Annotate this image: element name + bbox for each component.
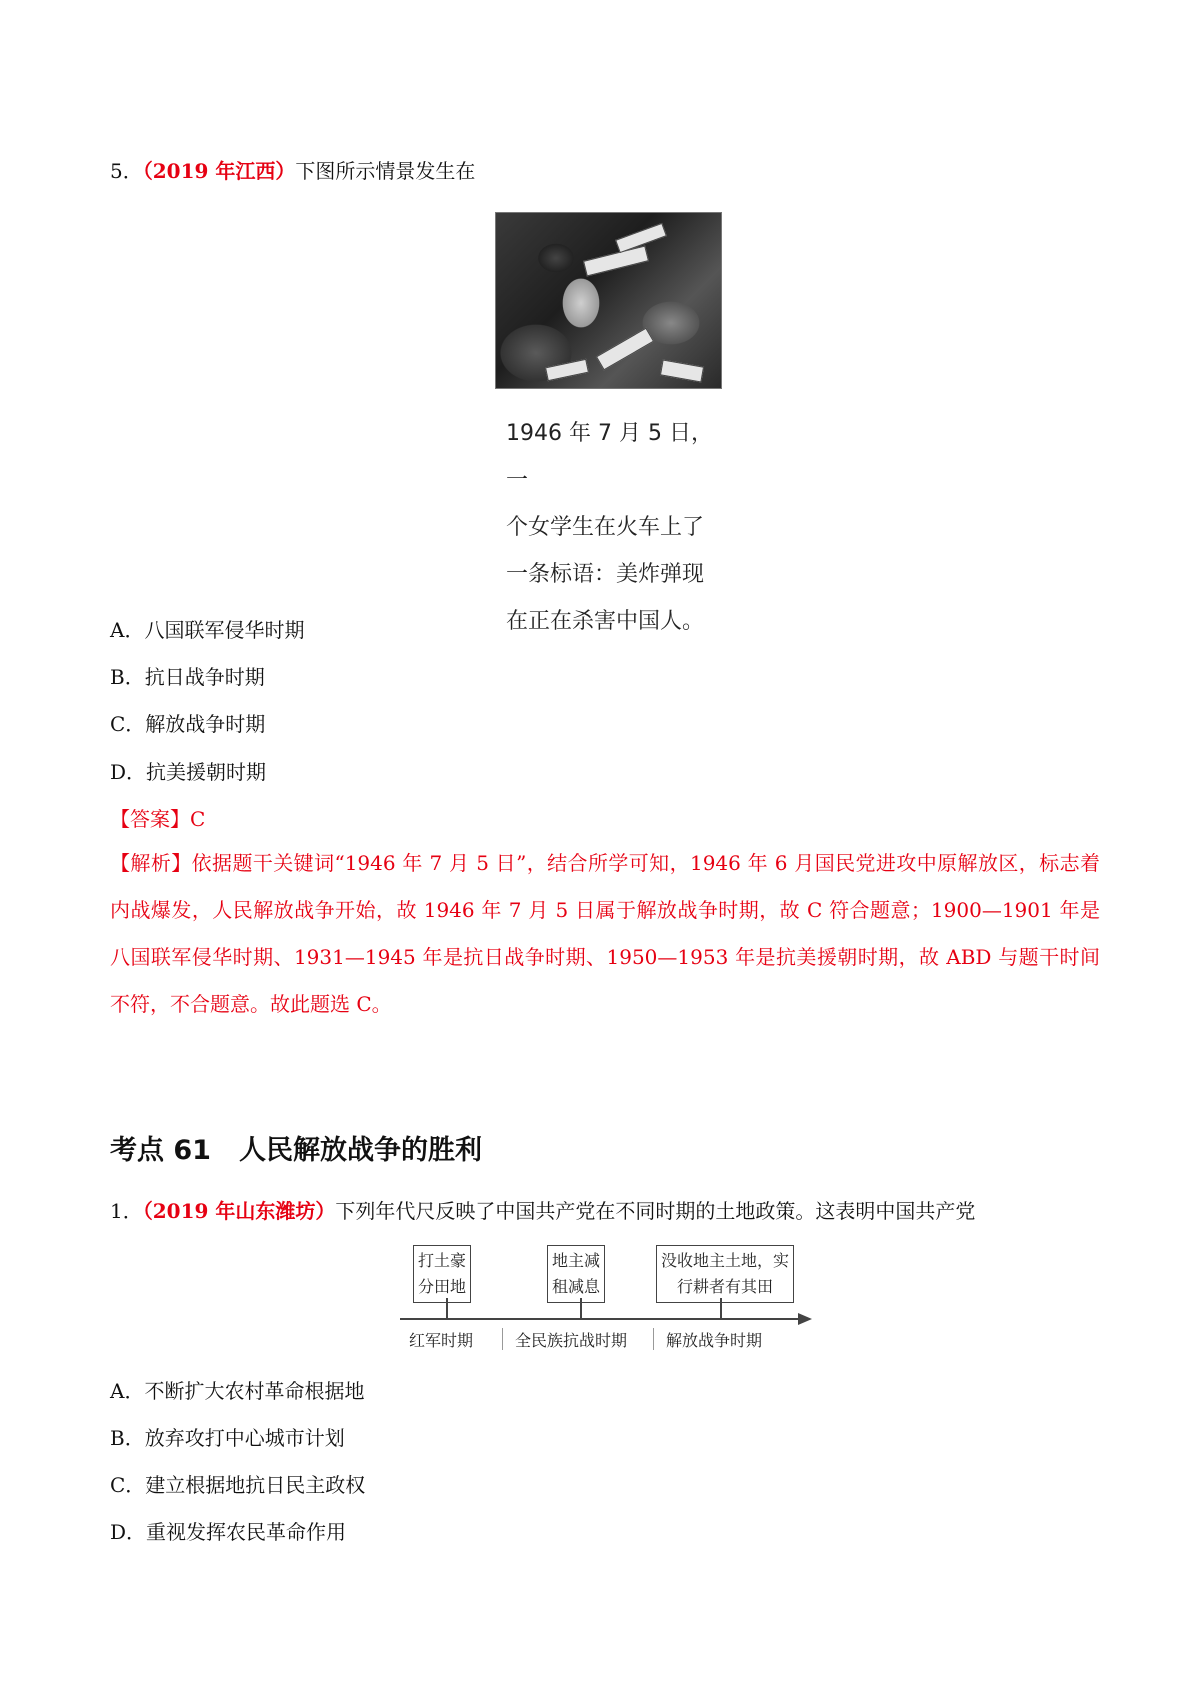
q1-stem: 下列年代尺反映了中国共产党在不同时期的土地政策。这表明中国共产党 bbox=[335, 1199, 976, 1223]
q1-stem-line bbox=[110, 1195, 975, 1224]
timeline-period-2: 全民族抗战时期 bbox=[515, 1331, 628, 1350]
historical-photo bbox=[495, 212, 722, 389]
q5-answer: 【答案】C bbox=[110, 807, 206, 831]
q5-stem-line bbox=[110, 155, 475, 184]
timeline-box-line: 行耕者有其田 bbox=[677, 1277, 774, 1296]
timeline-separator bbox=[653, 1328, 654, 1350]
photo-caption bbox=[506, 410, 726, 645]
q1-source: （2019 年山东潍坊） bbox=[142, 1199, 336, 1223]
q5-option-b: B．抗日战争时期 bbox=[110, 665, 265, 689]
q5-number: 5． bbox=[110, 159, 143, 183]
caption-line: 1946 年 7 月 5 日，一 bbox=[506, 421, 713, 493]
section-number: 考点 61 bbox=[110, 1135, 211, 1166]
banner-shape bbox=[596, 328, 654, 371]
q5-source: （2019 年江西） bbox=[142, 159, 296, 183]
timeline-box-2 bbox=[547, 1245, 605, 1303]
q5-analysis: 【解析】依据题干关键词“1946 年 7 月 5 日”，结合所学可知，1946 年 6 月国民党进攻中原解放区，标志着内战爆发，人民解放战争开始，故 1946 年 7 月 5 日属于解放战争时期，故 C 符合题意；1900—1901 年是八国联军侵华时期、1931—1945 年是抗日战争时期、1950—1953 年是抗美援朝时期，故 ABD 与题干时间不符，不合题意。故此题选 C。 bbox=[110, 851, 1100, 1016]
caption-line: 在正在杀害中国人。 bbox=[506, 609, 705, 634]
timeline-tick bbox=[446, 1298, 448, 1319]
section-title: 人民解放战争的胜利 bbox=[238, 1135, 482, 1166]
timeline-axis bbox=[400, 1318, 800, 1320]
timeline-period-1: 红军时期 bbox=[409, 1331, 474, 1350]
timeline-box-line: 打土豪 bbox=[418, 1251, 467, 1270]
q5-stem: 下图所示情景发生在 bbox=[295, 159, 476, 183]
q1-option-b: B．放弃攻打中心城市计划 bbox=[110, 1426, 345, 1450]
banner-shape bbox=[660, 359, 704, 382]
q5-option-c: C．解放战争时期 bbox=[110, 712, 266, 736]
timeline-box-line: 没收地主土地，实 bbox=[661, 1251, 790, 1270]
timeline-diagram bbox=[400, 1245, 820, 1355]
q1-option-a: A．不断扩大农村革命根据地 bbox=[110, 1379, 365, 1403]
q1-number: 1． bbox=[110, 1199, 143, 1223]
section-heading bbox=[110, 1128, 482, 1167]
caption-line: 一条标语：美炸弹现 bbox=[506, 562, 705, 587]
timeline-box-3 bbox=[656, 1245, 794, 1303]
banner-shape bbox=[545, 359, 589, 381]
timeline-box-line: 分田地 bbox=[418, 1277, 467, 1296]
timeline-period-3: 解放战争时期 bbox=[666, 1331, 763, 1350]
arrow-right-icon bbox=[798, 1313, 812, 1325]
timeline-separator bbox=[502, 1328, 503, 1350]
banner-shape bbox=[583, 245, 649, 276]
q1-option-d: D．重视发挥农民革命作用 bbox=[110, 1520, 347, 1544]
q1-option-c: C．建立根据地抗日民主政权 bbox=[110, 1473, 366, 1497]
timeline-box-line: 租减息 bbox=[552, 1277, 601, 1296]
q5-option-a: A．八国联军侵华时期 bbox=[110, 618, 305, 642]
timeline-tick bbox=[580, 1298, 582, 1319]
timeline-box-1 bbox=[413, 1245, 471, 1303]
timeline-box-line: 地主减 bbox=[552, 1251, 601, 1270]
q5-option-d: D．抗美援朝时期 bbox=[110, 760, 267, 784]
timeline-tick bbox=[720, 1298, 722, 1319]
caption-line: 个女学生在火车上了 bbox=[506, 515, 705, 540]
